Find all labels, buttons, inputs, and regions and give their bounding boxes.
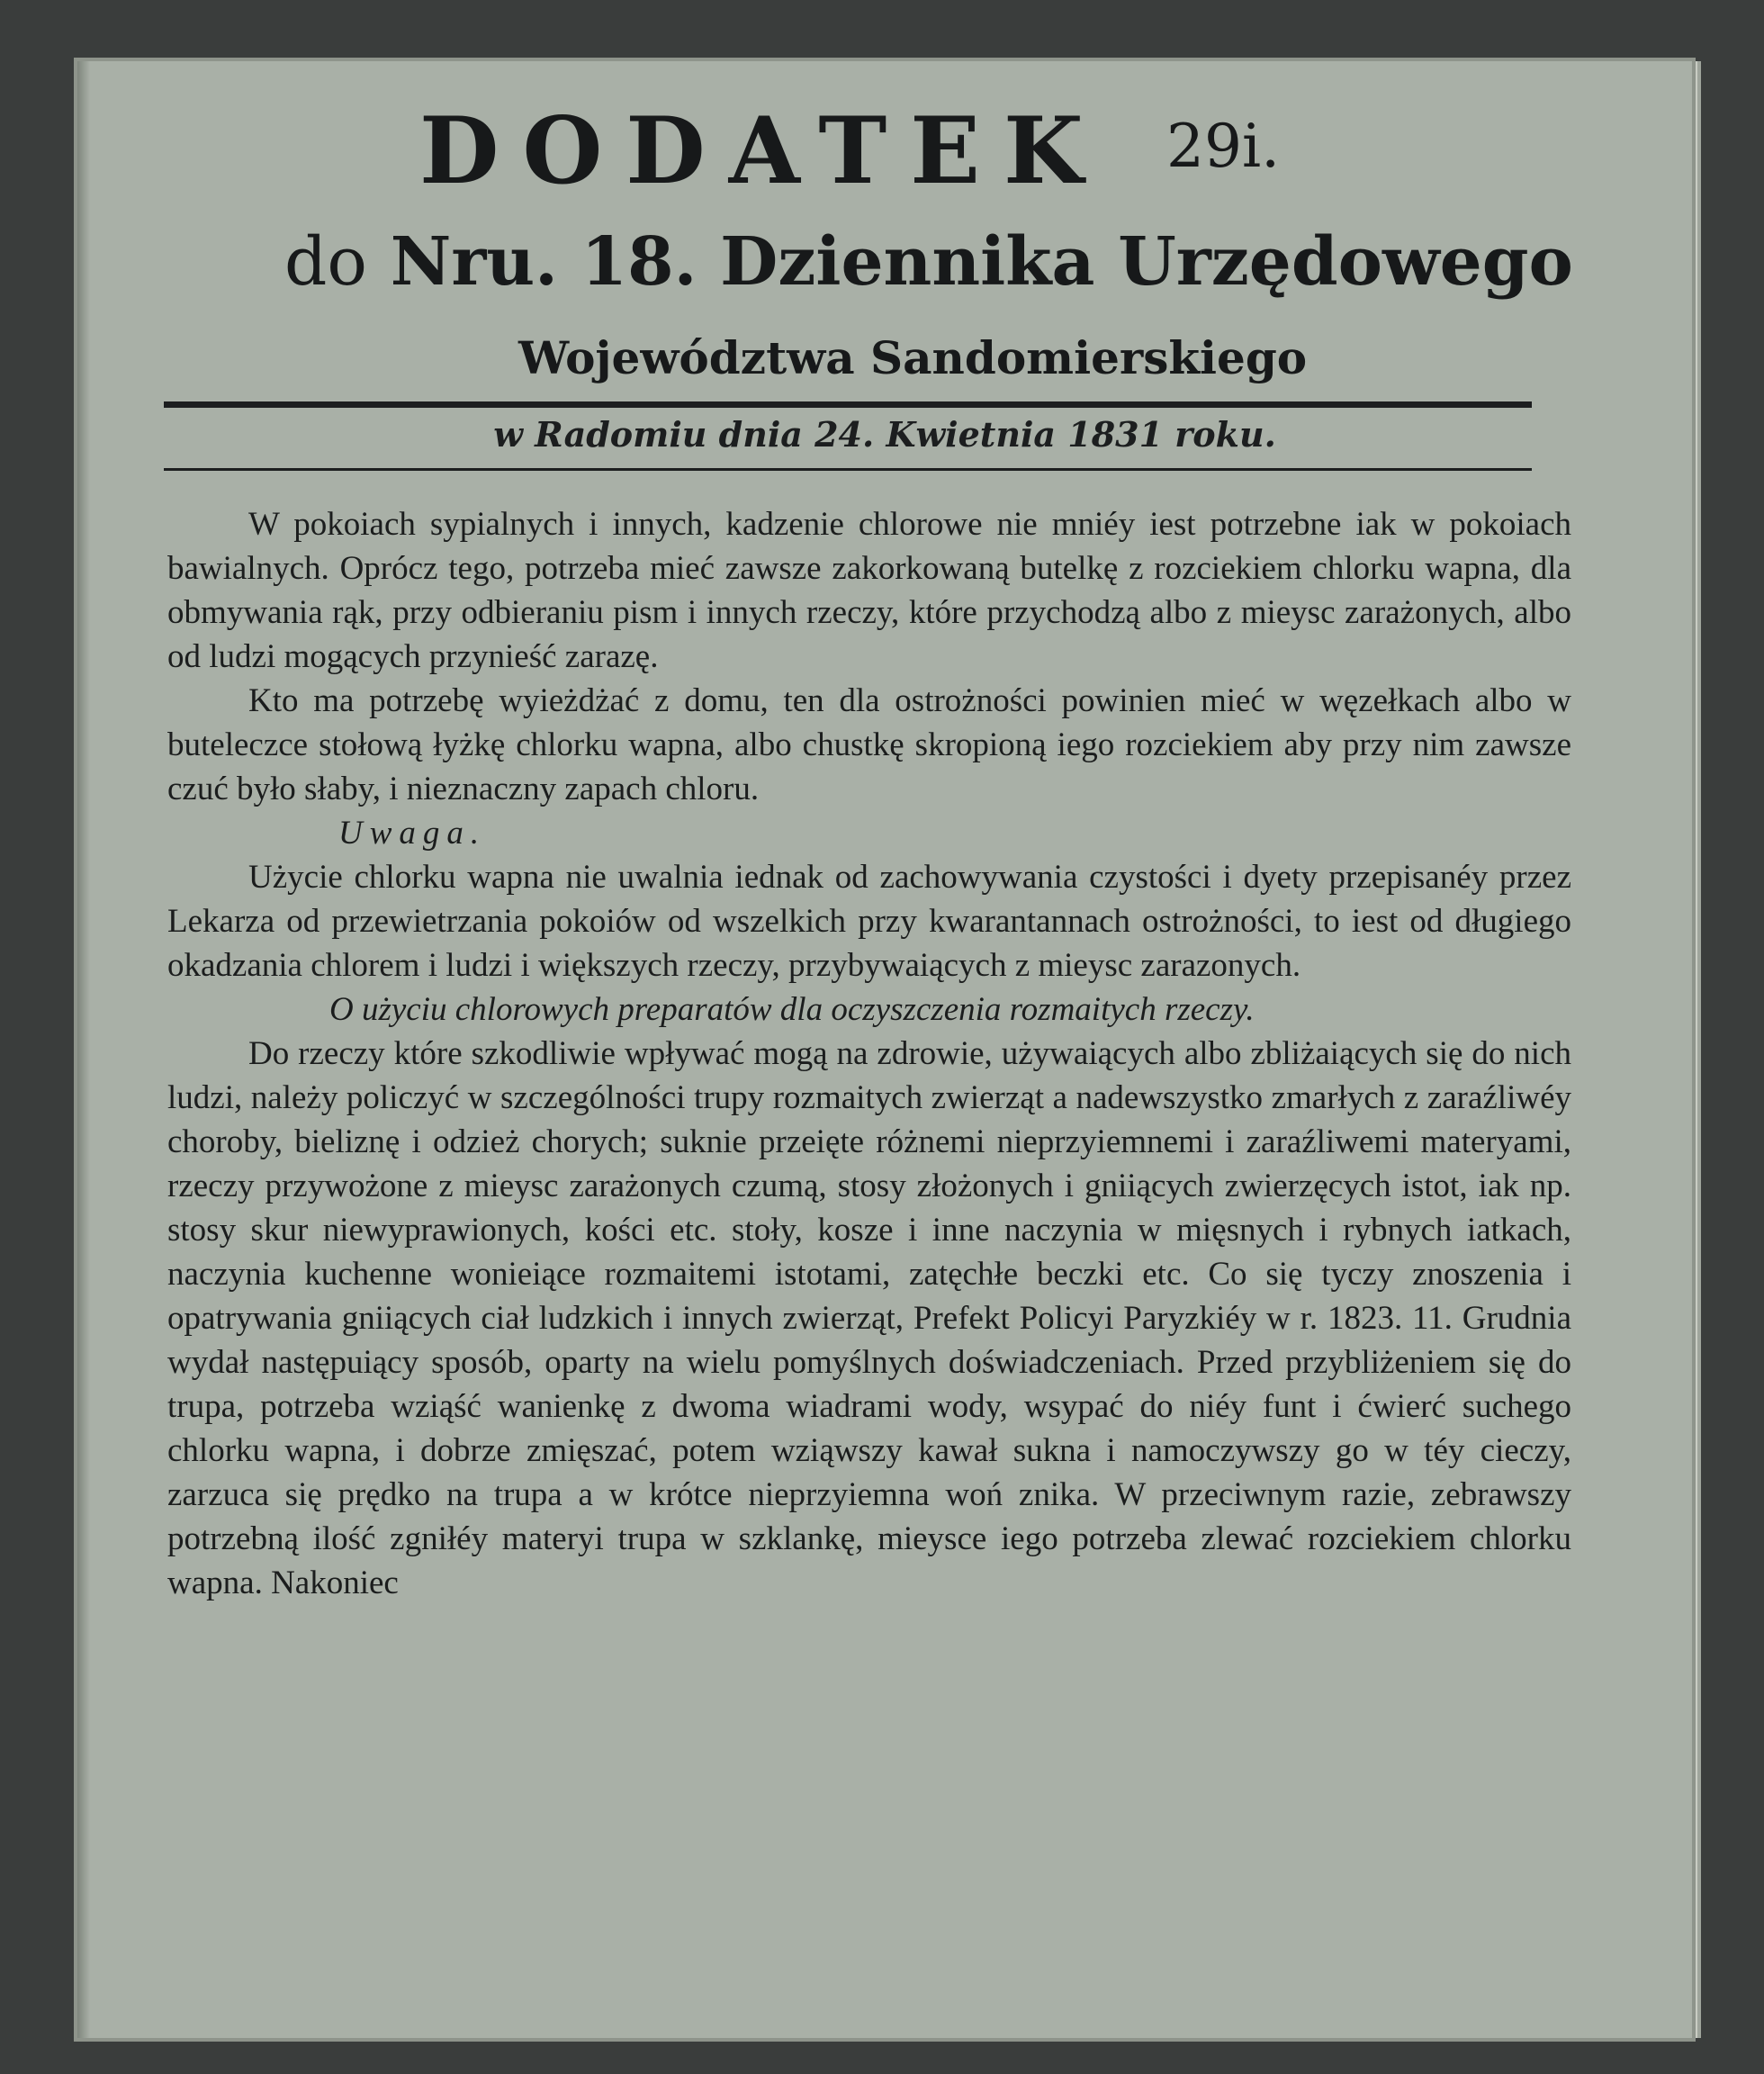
header-rule-bottom xyxy=(164,468,1532,471)
dateline: w Radomiu dnia 24. Kwietnia 1831 roku. xyxy=(493,414,1276,455)
document-title: DODATEK xyxy=(419,97,1107,205)
subtitle-main: Nru. 18. Dziennika Urzędowego xyxy=(390,223,1573,301)
note-heading: Uwaga. xyxy=(338,815,487,852)
paragraph-1: W pokoiach sypialnych i innych, kadzenie chlorowe nie mniéy iest potrzebne iak w pokoiach bawialnych. Oprócz tego, potrzeba mieć zawsze zakorkowaną butelkę z rozciekiem chlorku wapna, dla obmywania rąk, przy odbieraniu pism i innych rzeczy, które przychodzą albo z mieysc zarażonych, albo od ludzi mogących przynieść zarazę. xyxy=(167,506,1571,675)
paragraph-2: Kto ma potrzebę wyieżdżać z domu, ten dla ostrożności powinien mieć w węzełkach albo w buteleczce stołową łyżkę chlorku wapna, albo chustkę skropioną iego rozciekiem aby przy nim zawsze czuć było słaby, i nieznaczny zapach chloru. xyxy=(167,682,1571,807)
document-body xyxy=(167,502,1571,1605)
document-page xyxy=(77,61,1692,2038)
header-rule-top xyxy=(164,401,1532,408)
paragraph-3: Do rzeczy które szkodliwie wpływać mogą na zdrowie, używaiących albo zbliżaiących się do nich ludzi, należy policzyć w szczególności trupy rozmaitych zwierząt a nadewszystko zmarłych z zaraźliwéy choroby, bieliznę i odzież chorych; suknie przeięte różnemi nieprzyiemnemi i zaraźliwemi materyami, rzeczy przywożone z mieysc zarażonych czumą, stosy złożonych i gniiących zwierzęcych istot, iak np. stosy skur niewyprawionych, kości etc. stoły, kosze i inne naczynia w mięsnych i rybnych iatkach, naczynia kuchenne wonieiące rozmaitemi istotami, zatęchłe beczki etc. Co się tyczy znoszenia i opatrywania gniiących ciał ludzkich i innych zwierząt, Prefekt Policyi Paryzkiéy w r. 1823. 11. Grudnia wydał następuiący sposób, oparty na wielu pomyślnych doświadczeniach. Przed przybliżeniem się do trupa, potrzeba wziąść wanienkę z dwoma wiadrami wody, wsypać do niéy funt i ćwierć suchego chlorku wapna, i dobrze zmięszać, potem wziąwszy kawał sukna i namoczywszy go w téy cieczy, zarzuca się prędko na trupa a w krótce nieprzyiemna woń znika. W przeciwnym razie, zebrawszy potrzebną ilość zgniłéy materyi trupa w szklankę, mieysce iego potrzeba zlewać rozciekiem chlorku wapna. Nakoniec xyxy=(167,1035,1571,1601)
subtitle-prefix: do xyxy=(284,223,367,301)
page-number: 29i. xyxy=(1166,112,1281,181)
note-text: Użycie chlorku wapna nie uwalnia iednak od zachowywania czystości i dyety przepisanéy przez Lekarza od przewietrzania pokoiów od wszelkich przy kwarantannach ostrożności, to iest od długiego okadzania chlorem i ludzi i większych rzeczy, przybywaiących z mieysc zarazonych. xyxy=(167,859,1571,984)
section-heading: O użyciu chlorowych preparatów dla oczyszczenia rozmaitych rzeczy. xyxy=(329,991,1255,1028)
document-subtitle xyxy=(284,223,1573,301)
document-subtitle-region: Województwa Sandomierskiego xyxy=(518,331,1308,384)
